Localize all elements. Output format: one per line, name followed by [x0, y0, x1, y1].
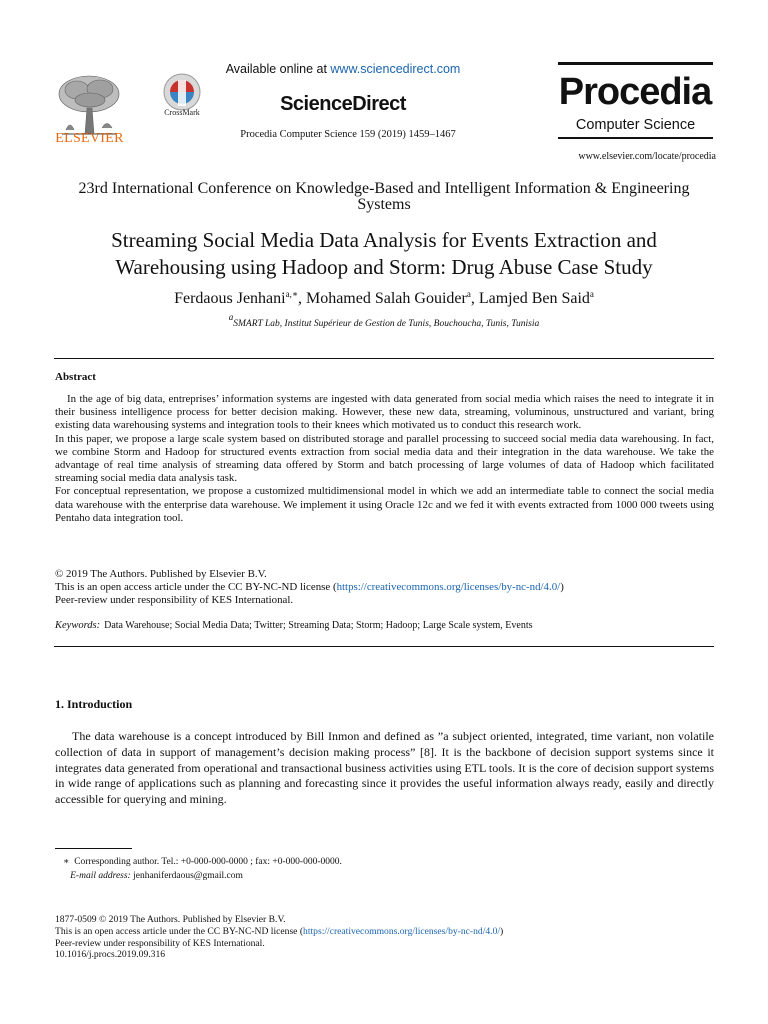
- footer-license-prefix: This is an open access article under the CC BY-NC-ND license (: [55, 925, 304, 937]
- section-divider: [54, 358, 714, 359]
- footnote-rule: [55, 848, 132, 849]
- footnote-email: [63, 870, 623, 884]
- footer-license-link[interactable]: https://creativecommons.org/licenses/by-nc-nd/4.0/: [303, 925, 501, 937]
- license-prefix: This is an open access article under the CC BY-NC-ND license (: [55, 581, 337, 594]
- footnote-text: Corresponding author. Tel.: +0-000-000-0000 ; fax: +0-000-000-0000.: [74, 857, 342, 867]
- abstract-heading: Abstract: [55, 371, 96, 383]
- author-name: Ferdaous Jenhani: [174, 290, 286, 307]
- footer-license-line: [55, 926, 715, 938]
- procedia-bottom-rule: [558, 137, 713, 139]
- journal-url[interactable]: www.elsevier.com/locate/procedia: [578, 151, 716, 162]
- copyright-block: [55, 568, 714, 608]
- publisher-name: ELSEVIER: [55, 131, 124, 146]
- footer-license-suffix: ): [500, 925, 504, 937]
- affiliation: [52, 312, 716, 329]
- license-link[interactable]: https://creativecommons.org/licenses/by-nc-nd/4.0/: [336, 581, 561, 594]
- paper-title: [52, 227, 716, 281]
- license-line: [55, 581, 714, 594]
- keywords-list: Data Warehouse; Social Media Data; Twitter; Streaming Data; Storm; Hadoop; Large Scale system, Events: [104, 620, 533, 631]
- issn: 1877-0509: [55, 914, 97, 925]
- paper-title-line-1: Streaming Social Media Data Analysis for Events Extraction and: [111, 228, 657, 252]
- abstract-paragraph: In the age of big data, entreprises’ information systems are ingested with data generated from social media which raises the need to integrate it in their business intelligence process for better decision making. However, these new data, streaming, voluminous, unstructured and variant, bring existing data warehousing systems and integration tools to their knees which motivated us to conduct this research work.: [55, 393, 714, 432]
- keywords: [55, 620, 714, 631]
- paper-title-line-2: Warehousing using Hadoop and Storm: Drug Abuse Case Study: [115, 255, 653, 279]
- procedia-top-rule: [558, 62, 713, 65]
- section-divider: [54, 646, 714, 647]
- footnote: [63, 856, 623, 883]
- author-list: [52, 290, 716, 308]
- sciencedirect-title: ScienceDirect: [280, 93, 406, 115]
- procedia-title: Procedia: [558, 71, 712, 113]
- conference-name: 23rd International Conference on Knowledge-Based and Intelligent Information & Engineering Systems: [78, 180, 690, 213]
- keywords-label: Keywords:: [55, 620, 101, 631]
- author-affiliation-marker: a,∗: [285, 289, 298, 299]
- journal-reference: Procedia Computer Science 159 (2019) 1459–1467: [240, 129, 456, 140]
- license-suffix: ): [560, 581, 564, 594]
- affiliation-marker: a: [228, 312, 234, 322]
- author-name: Lamjed Ben Said: [478, 290, 590, 307]
- author-separator: ,: [297, 290, 306, 307]
- email-label: E-mail address:: [70, 870, 131, 881]
- affiliation-text: SMART Lab, Institut Supérieur de Gestion de Tunis, Bouchoucha, Tunis, Tunisia: [233, 319, 540, 329]
- crossmark-label: CrossMark: [164, 108, 200, 117]
- footnote-corresponding: [63, 856, 623, 870]
- abstract-paragraph: In this paper, we propose a large scale system based on distributed storage and parallel processing to succeed social media data warehousing. In fact, we combine Storm and Hadoop for structured events extraction from social media data and their integration in the data warehouse. We take the advantage of real time analysis of streaming data offered by Storm and batch processing of large volumes of data of Hadoop which facilitated streaming social media data analysis task.: [55, 432, 714, 485]
- author-affiliation-marker: a: [589, 289, 594, 299]
- peer-review-line: Peer-review under responsibility of KES International.: [55, 594, 294, 607]
- available-online-text: Available online at: [225, 62, 327, 76]
- email-address[interactable]: jenhaniferdaous@gmail.com: [133, 870, 243, 881]
- author-affiliation-marker: a: [466, 289, 471, 299]
- copyright-line: © 2019 The Authors. Published by Elsevier B.V.: [55, 568, 267, 580]
- footnote-marker: ∗: [63, 857, 70, 867]
- sciencedirect-link[interactable]: www.sciencedirect.com: [330, 62, 461, 76]
- abstract-body: [55, 393, 714, 525]
- article-info-footer: [55, 914, 715, 961]
- abstract-paragraph: For conceptual representation, we propose a customized multidimensional model in which we add an intermediate table to connect the social media data warehouse with the enterprise data warehouse. We implement it using Oracle 12c and we fed it with events extracted from 1000 000 tweets using Pentaho data integration tool.: [55, 485, 714, 524]
- procedia-subtitle: Computer Science: [575, 117, 696, 133]
- section-heading: 1. Introduction: [55, 697, 133, 711]
- introduction-paragraph: The data warehouse is a concept introduced by Bill Inmon and defined as ”a subject oriented, integrated, time variant, non volatile collection of data in support of management’s decision making process” [8]. It is the backbone of decision support systems since it integrates data generated from operational and transactional business activities using ETL tools. It is the core of decision support systems in wide range of applications such as planning and forecasting since it provides the useful information always ready, easily and directly accessible for querying and mining.: [55, 729, 714, 807]
- issn-copyright-line: [55, 914, 715, 926]
- author-name: Mohamed Salah Gouider: [305, 290, 467, 307]
- footer-peer-review: Peer-review under responsibility of KES International.: [55, 937, 265, 949]
- doi[interactable]: 10.1016/j.procs.2019.09.316: [55, 949, 166, 961]
- footer-copyright: © 2019 The Authors. Published by Elsevier B.V.: [98, 914, 286, 925]
- available-online: [213, 62, 473, 76]
- author-separator: ,: [470, 290, 479, 307]
